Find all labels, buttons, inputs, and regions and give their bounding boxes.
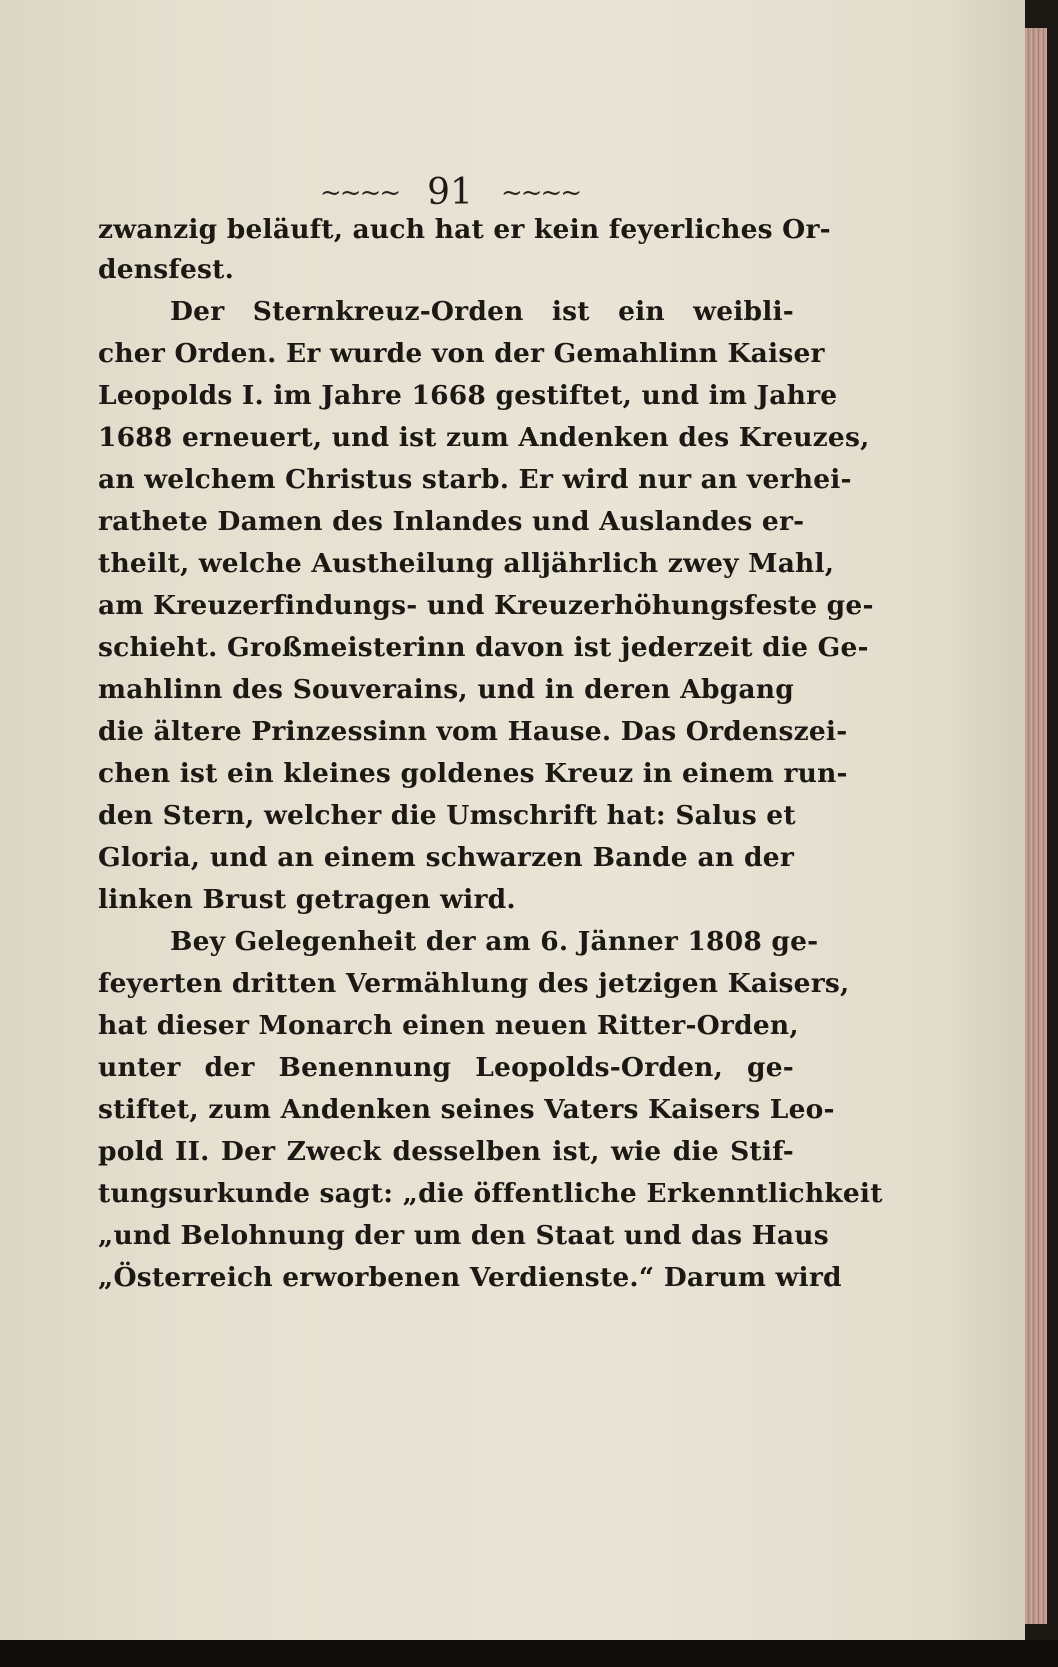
paragraph-start-line: Bey Gelegenheit der am 6. Jänner 1808 ge- [170,926,819,957]
text-line: unter der Benennung Leopolds-Orden, ge- [98,1052,794,1083]
page-number: 91 [427,172,473,213]
text-line: „und Belohnung der um den Staat und das Haus [98,1220,829,1251]
text-line: die ältere Prinzessinn vom Hause. Das Ordenszei- [98,716,848,747]
scan-bottom-shadow [0,1640,1058,1667]
text-line: den Stern, welcher die Umschrift hat: Salus et [98,800,796,831]
ornament-right: ~~~~ [500,178,581,208]
text-line: schieht. Großmeisterinn davon ist jederzeit die Ge- [98,632,869,663]
text-line: chen ist ein kleines goldenes Kreuz in einem run- [98,758,848,789]
text-line: linken Brust getragen wird. [98,884,516,915]
text-line: theilt, welche Austheilung alljährlich zwey Mahl, [98,548,835,579]
text-line: am Kreuzerfindungs- und Kreuzerhöhungsfeste ge- [98,590,874,621]
text-line: hat dieser Monarch einen neuen Ritter-Orden, [98,1010,799,1041]
page-block-edges [1025,28,1047,1624]
text-line: cher Orden. Er wurde von der Gemahlinn Kaiser [98,338,825,369]
text-line: feyerten dritten Vermählung des jetzigen Kaisers, [98,968,850,999]
text-line: densfest. [98,254,235,285]
text-line: pold II. Der Zweck desselben ist, wie die Stif- [98,1136,794,1167]
text-line: 1688 erneuert, und ist zum Andenken des Kreuzes, [98,422,870,453]
text-line: rathete Damen des Inlandes und Auslandes er- [98,506,805,537]
text-line: mahlinn des Souverains, und in deren Abgang [98,674,794,705]
text-line: zwanzig beläuft, auch hat er kein feyerliches Or- [98,214,831,245]
paragraph-start-line: Der Sternkreuz-Orden ist ein weibli- [170,296,794,327]
text-line: Leopolds I. im Jahre 1668 gestiftet, und im Jahre [98,380,838,411]
text-line: tungsurkunde sagt: „die öffentliche Erkenntlichkeit [98,1178,883,1209]
text-line: stiftet, zum Andenken seines Vaters Kaisers Leo- [98,1094,835,1125]
text-line: Gloria, und an einem schwarzen Bande an der [98,842,794,873]
ornament-left: ~~~~ [320,178,400,208]
text-line: an welchem Christus starb. Er wird nur an verhei- [98,464,852,495]
text-line: „Österreich erworbenen Verdienste.“ Darum wird [98,1262,842,1293]
